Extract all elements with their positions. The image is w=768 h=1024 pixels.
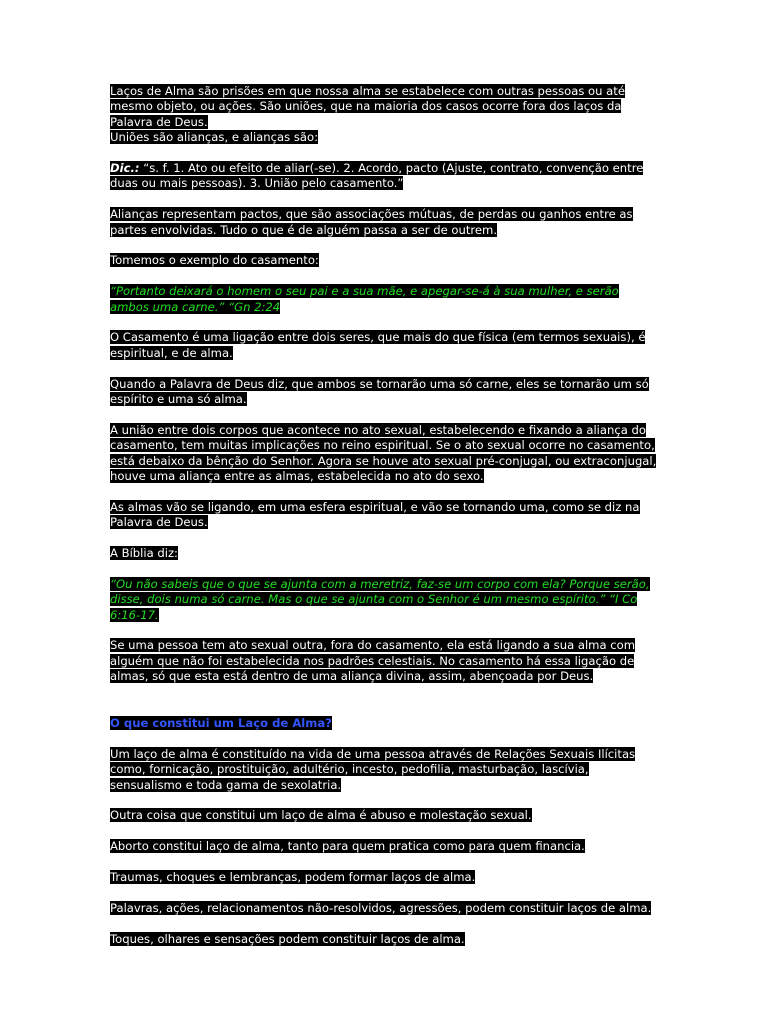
document-page <box>110 84 660 962</box>
paragraph-abortion <box>110 839 660 854</box>
section-heading <box>110 716 660 731</box>
paragraph-pacts <box>110 207 660 238</box>
verse-genesis-text: “Portanto deixará o homem o seu pai e a sua mãe, e apegar-se-á à sua mulher, e serão ambos uma carne.” “Gn 2:24 <box>110 284 619 314</box>
paragraph-union-text: A união entre dois corpos que acontece no ato sexual, estabelecendo e fixando a aliança do casamento, tem muitas implicações no reino espiritual. Se o ato sexual ocorre no casamento, está debaixo da bênção do Senhor. Agora se houve ato sexual pré-conjugal, ou extraconjugal, houve uma aliança entre as almas, estabelecida no ato do sexo. <box>110 422 657 484</box>
paragraph-dictionary <box>110 161 660 192</box>
verse-genesis <box>110 284 660 315</box>
paragraph-alliances <box>110 130 660 145</box>
paragraph-bible-says-text: A Bíblia diz: <box>110 546 178 561</box>
paragraph-marriage-example-text: Tomemos o exemplo do casamento: <box>110 253 319 268</box>
paragraph-words-actions-text: Palavras, ações, relacionamentos não-resolvidos, agressões, podem constituir laços de alma. <box>110 900 652 915</box>
verse-corinthians <box>110 577 660 623</box>
paragraph-one-flesh <box>110 377 660 408</box>
paragraph-marriage-example <box>110 253 660 268</box>
verse-corinthians-text: “Ou não sabeis que o que se ajunta com a meretriz, faz-se um corpo com ela? Porque serão, disse, dois numa só carne. Mas o que se ajunta com o Senhor é um mesmo espírito.” “I Co 6:16-17. <box>110 576 650 622</box>
paragraph-touches <box>110 932 660 947</box>
paragraph-words-actions <box>110 901 660 916</box>
paragraph-bible-says <box>110 546 660 561</box>
paragraph-traumas <box>110 870 660 885</box>
dictionary-label: Dic.: <box>110 161 140 176</box>
paragraph-abuse <box>110 808 660 823</box>
paragraph-abortion-text: Aborto constitui laço de alma, tanto para quem pratica como para quem financia. <box>110 839 585 854</box>
paragraph-souls-text: As almas vão se ligando, em uma esfera espiritual, e vão se tornando uma, como se diz na Palavra de Deus. <box>110 499 640 530</box>
paragraph-soul-tie-definition <box>110 747 660 793</box>
paragraph-union <box>110 423 660 485</box>
paragraph-alliances-text: Uniões são alianças, e alianças são: <box>110 130 318 145</box>
paragraph-pacts-text: Alianças representam pactos, que são associações mútuas, de perdas ou ganhos entre as partes envolvidas. Tudo o que é de alguém passa a ser de outrem. <box>110 207 633 237</box>
paragraph-intro <box>110 84 660 130</box>
paragraph-marriage-bond <box>110 330 660 361</box>
paragraph-marriage-bond-text: O Casamento é uma ligação entre dois seres, que mais do que física (em termos sexuais), é espiritual, e de alma. <box>110 330 646 360</box>
paragraph-outside-marriage-text: Se uma pessoa tem ato sexual outra, fora do casamento, ela está ligando a sua alma com alguém que não foi estabelecida nos padrões celestiais. No casamento há essa ligação de almas, só que esta está dentro de uma aliança divina, assim, abençoada por Deus. <box>110 638 636 684</box>
section-gap <box>110 700 660 716</box>
paragraph-intro-text: Laços de Alma são prisões em que nossa alma se estabelece com outras pessoas ou até mesmo objeto, ou ações. São uniões, que na maioria dos casos ocorre fora dos laços da Palavra de Deus. <box>110 84 625 129</box>
paragraph-outside-marriage <box>110 638 660 684</box>
dictionary-definition: “s. f. 1. Ato ou efeito de aliar(-se). 2. Acordo, pacto (Ajuste, contrato, convenção entre duas ou mais pessoas). 3. União pelo casamento.” <box>110 161 644 191</box>
paragraph-traumas-text: Traumas, choques e lembranças, podem formar laços de alma. <box>110 870 476 885</box>
paragraph-touches-text: Toques, olhares e sensações podem constituir laços de alma. <box>110 931 465 946</box>
paragraph-souls <box>110 500 660 531</box>
paragraph-one-flesh-text: Quando a Palavra de Deus diz, que ambos se tornarão uma só carne, eles se tornarão um só espírito e uma só alma. <box>110 376 649 407</box>
paragraph-soul-tie-definition-text: Um laço de alma é constituído na vida de uma pessoa através de Relações Sexuais Ilícitas como, fornicação, prostituição, adultério, incesto, pedofilia, masturbação, lascívia, sensualismo e toda gama de sexolatria. <box>110 746 636 792</box>
section-heading-text: O que constitui um Laço de Alma? <box>110 716 332 731</box>
paragraph-abuse-text: Outra coisa que constitui um laço de alma é abuso e molestação sexual. <box>110 808 532 823</box>
